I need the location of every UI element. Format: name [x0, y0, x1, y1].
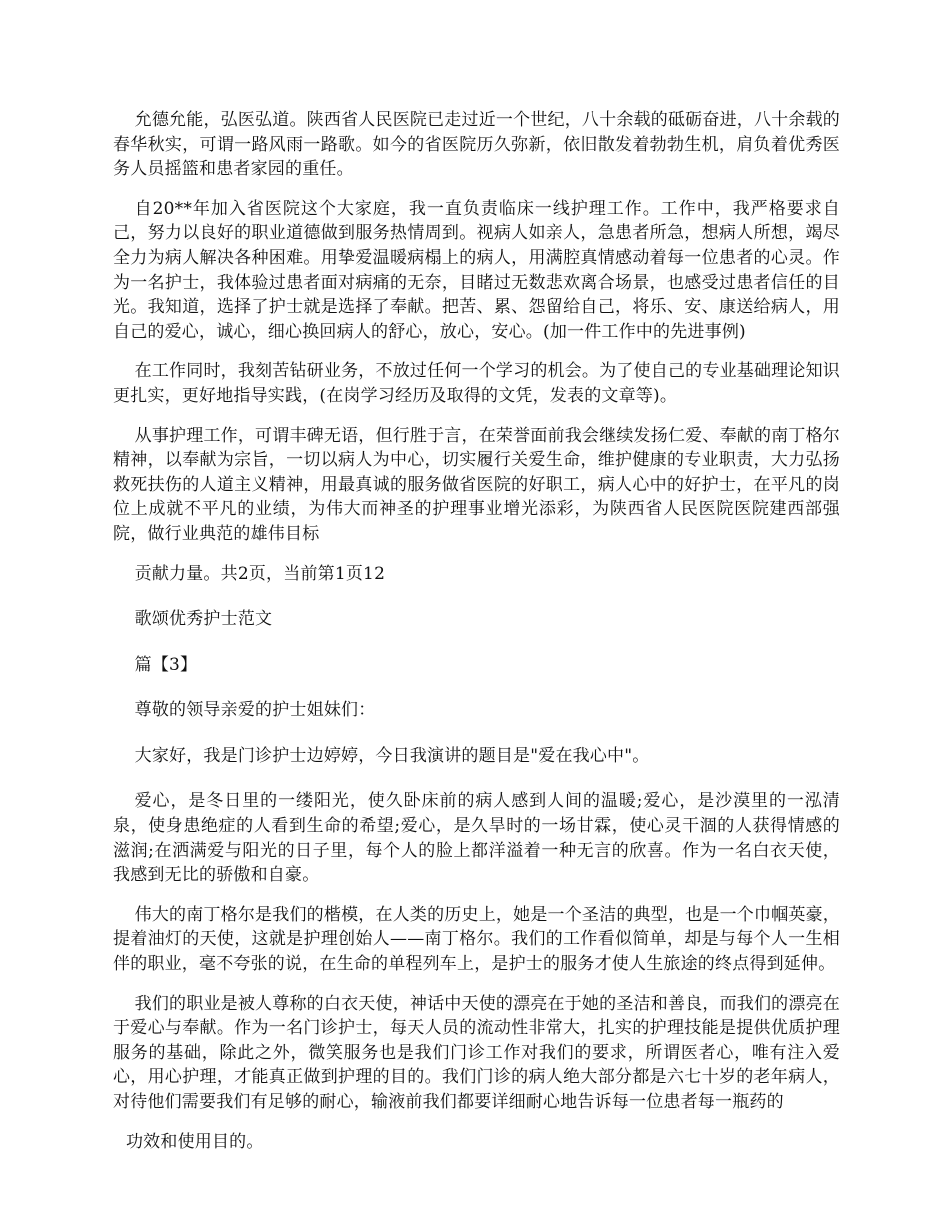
speech-opening: 大家好，我是门诊护士边婷婷，今日我演讲的题目是"爱在我心中"。: [134, 745, 650, 766]
paragraph-profession: 我们的职业是被人尊称的白衣天使，神话中天使的漂亮在于她的圣洁和善良，而我们的漂亮在于爱心与奉献。作为一名门诊护士，每天人员的流动性非常大，扎实的护理技能是提供优质护理服务的基础，除此之外，微笑服务也是我们门诊工作对我们的要求，所谓医者心，唯有注入爱心，用心护理，才能真正做到护理的目的。我们门诊的病人绝大部分都是六七十岁的老年病人，对待他们需要我们有足够的耐心，输液前我们都要详细耐心地告诉每一位患者每一瓶药的: [113, 993, 840, 1112]
section-heading: 歌颂优秀护士范文: [134, 609, 273, 630]
page-counter-line: 贡献力量。共2页，当前第1页12: [134, 563, 386, 584]
paragraph-study: 在工作同时，我刻苦钻研业务，不放过任何一个学习的机会。为了使自己的专业基础理论知识更扎实，更好地指导实践，(在岗学习经历及取得的文凭，发表的文章等)。: [113, 361, 840, 406]
chapter-label: 篇【3】: [134, 654, 198, 675]
paragraph-nightingale: 伟大的南丁格尔是我们的楷模，在人类的历史上，她是一个圣洁的典型，也是一个巾帼英豪，提着油灯的天使，这就是护理创始人——南丁格尔。我们的工作看似简单，却是与每个人一生相伴的职业，毫不夸张的说，在生命的单程列车上，是护士的服务才使人生旅途的终点得到延伸。: [113, 904, 840, 975]
document-body: [113, 108, 840, 1169]
paragraph-closing-fragment: 功效和使用目的。: [125, 1131, 264, 1152]
paragraph-intro: 允德允能，弘医弘道。陕西省人民医院已走过近一个世纪，八十余载的砥砺奋进，八十余载的春华秋实，可谓一路风雨一路歌。如今的省医院历久弥新，依旧散发着勃勃生机，肩负着优秀医务人员摇篮和患者家园的重任。: [113, 110, 840, 180]
paragraph-nursing-career: 从事护理工作，可谓丰碑无语，但行胜于言，在荣誉面前我会继续发扬仁爱、奉献的南丁格尔精神，以奉献为宗旨，一切以病人为中心，切实履行关爱生命，维护健康的专业职责，大力弘扬救死扶伤的人道主义精神，用最真诚的服务做省医院的好职工，病人心中的好护士，在平凡的岗位上成就不平凡的业绩，为伟大而神圣的护理事业增光添彩，为陕西省人民医院医院建西部强院，做行业典范的雄伟目标: [113, 425, 840, 544]
paragraph-work-experience: 自20**年加入省医院这个大家庭，我一直负责临床一线护理工作。工作中，我严格要求自己，努力以良好的职业道德做到服务热情周到。视病人如亲人，急患者所急，想病人所想，竭尽全力为病人解决各种困难。用挚爱温暖病榻上的病人，用满腔真情感动着每一位患者的心灵。作为一名护士，我体验过患者面对病痛的无奈，目睹过无数悲欢离合场景，也感受过患者信任的目光。我知道，选择了护士就是选择了奉献。把苦、累、怨留给自己，将乐、安、康送给病人，用自己的爱心，诚心，细心换回病人的舒心，放心，安心。(加一件工作中的先进事例): [113, 198, 840, 342]
paragraph-love: 爱心，是冬日里的一缕阳光，使久卧床前的病人感到人间的温暖;爱心，是沙漠里的一泓清泉，使身患绝症的人看到生命的希望;爱心，是久旱时的一场甘霖，使心灵干涸的人获得情感的滋润;在洒满爱与阳光的日子里，每个人的脸上都洋溢着一种无言的欣喜。作为一名白衣天使，我感到无比的骄傲和自豪。: [113, 791, 840, 886]
salutation: 尊敬的领导亲爱的护士姐妹们：: [134, 700, 376, 721]
